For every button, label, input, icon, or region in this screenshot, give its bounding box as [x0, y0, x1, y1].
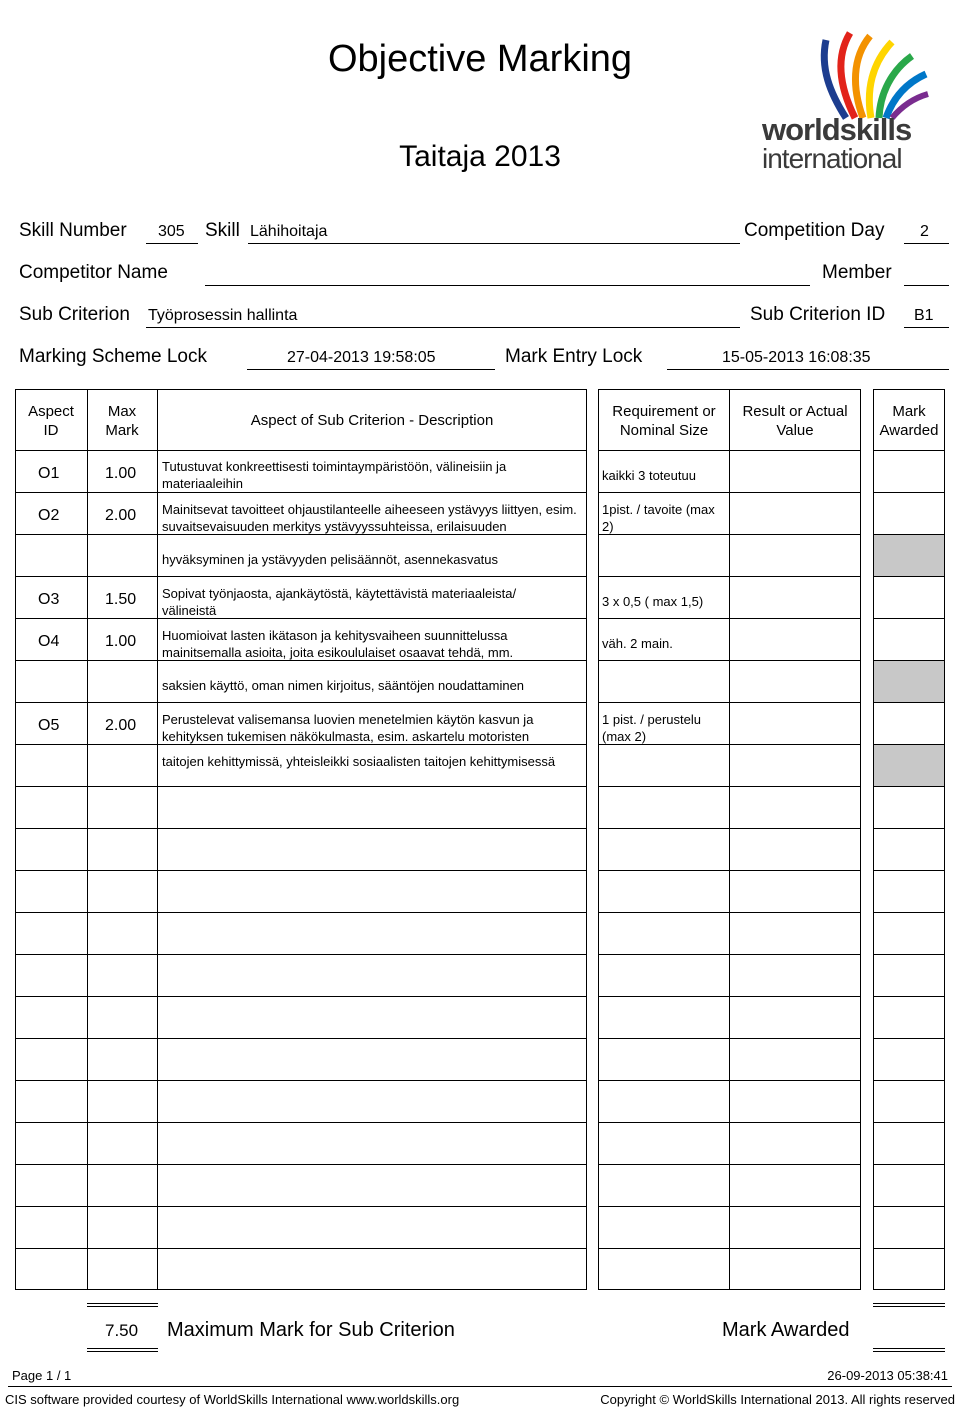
table-row-divider	[157, 1206, 587, 1207]
table-row-divider	[87, 1080, 158, 1081]
skill-label: Skill	[205, 220, 240, 241]
table-row-divider	[87, 1248, 158, 1249]
marking-scheme-lock-label: Marking Scheme Lock	[19, 346, 207, 367]
table-row-divider	[157, 1122, 587, 1123]
table-row-divider	[157, 1248, 587, 1249]
table-row-divider	[729, 702, 861, 703]
table-row-divider	[15, 1122, 88, 1123]
table-row-divider	[729, 1038, 861, 1039]
table-row-divider	[873, 786, 945, 787]
logo-swoosh-icon	[760, 28, 930, 123]
table-row-divider	[15, 786, 88, 787]
mark-entry-lock-label: Mark Entry Lock	[505, 346, 643, 367]
table-row-divider	[598, 954, 730, 955]
page-title: Objective Marking	[327, 38, 633, 80]
table-row-divider	[873, 744, 945, 745]
table-row-divider	[873, 996, 945, 997]
table-row-divider	[15, 1038, 88, 1039]
table-row-divider	[157, 828, 587, 829]
table-row-divider	[598, 492, 730, 493]
table-row-divider	[729, 744, 861, 745]
table-row-divider	[15, 1248, 88, 1249]
table-row-divider	[729, 1248, 861, 1249]
table-row-divider	[873, 1206, 945, 1207]
table-row-divider	[87, 744, 158, 745]
table-row-divider	[15, 954, 88, 955]
header-requirement-text: Requirement or Nominal Size	[612, 403, 716, 439]
table-row-divider	[87, 786, 158, 787]
table-row-divider	[598, 1164, 730, 1165]
table-row-divider	[873, 618, 945, 619]
table-row-divider	[15, 1164, 88, 1165]
aspect-id-cell: O5	[38, 717, 60, 734]
table-row-divider	[15, 660, 88, 661]
table-row-divider	[15, 702, 88, 703]
table-row-divider	[157, 1164, 587, 1165]
table-row-divider	[873, 954, 945, 955]
table-row-divider	[598, 996, 730, 997]
table-row-divider	[873, 492, 945, 493]
table-row-divider	[873, 1038, 945, 1039]
description-cell: taitojen kehittymissä, yhteisleikki sosiaalisten taitojen kehittymisessä	[162, 754, 556, 769]
table-row-divider	[598, 912, 730, 913]
header-mark-awarded-text: Mark Awarded	[879, 403, 939, 439]
sub-criterion-id-value: B1	[914, 307, 934, 324]
table-row-divider	[15, 828, 88, 829]
table-row-divider	[729, 1122, 861, 1123]
table-row-divider	[729, 786, 861, 787]
mark-awarded-disabled-cell	[874, 535, 944, 576]
description-cell: saksien käyttö, oman nimen kirjoitus, sääntöjen noudattaminen	[162, 678, 525, 693]
table-row-divider	[15, 996, 88, 997]
table-row-divider	[157, 912, 587, 913]
table-row-divider	[873, 534, 945, 535]
requirement-cell: 1pist. / tavoite (max 2)	[602, 502, 715, 534]
table-row-divider	[729, 1164, 861, 1165]
max-mark-cell: 2.00	[105, 507, 137, 524]
table-row-divider	[598, 828, 730, 829]
table-row-divider	[873, 660, 945, 661]
sub-criterion-value: Työprosessin hallinta	[148, 307, 298, 324]
marking-scheme-lock-value: 27-04-2013 19:58:05	[287, 349, 436, 366]
table-row-divider	[157, 870, 587, 871]
total-mark-awarded-label: Mark Awarded	[722, 1319, 850, 1341]
table-row-divider	[729, 1080, 861, 1081]
table-row-divider	[87, 828, 158, 829]
table-row-divider	[598, 786, 730, 787]
table-row-divider	[157, 954, 587, 955]
page-subtitle: Taitaja 2013	[399, 140, 561, 173]
skill-number-value: 305	[158, 223, 185, 240]
table-row-divider	[87, 702, 158, 703]
aspect-id-cell: O3	[38, 591, 60, 608]
mark-entry-lock-value: 15-05-2013 16:08:35	[722, 349, 871, 366]
table-row-divider	[87, 660, 158, 661]
table-row-divider	[873, 1122, 945, 1123]
competitor-name-field[interactable]	[205, 285, 810, 286]
header-max-mark-text: Max Mark	[105, 403, 139, 439]
table-row-divider	[87, 1206, 158, 1207]
total-label: Maximum Mark for Sub Criterion	[167, 1319, 455, 1341]
table-row-divider	[598, 618, 730, 619]
table-row-divider	[157, 576, 587, 577]
table-row-divider	[15, 1206, 88, 1207]
table-row-divider	[87, 996, 158, 997]
aspect-id-cell: O2	[38, 507, 60, 524]
table-row-divider	[729, 954, 861, 955]
competition-day-value: 2	[920, 223, 929, 240]
table-row-divider	[15, 492, 88, 493]
worldskills-logo	[760, 28, 950, 178]
table-row-divider	[87, 576, 158, 577]
table-row-divider	[15, 534, 88, 535]
table-row-divider	[15, 1080, 88, 1081]
copyright-text: Copyright © WorldSkills International 2013. All rights reserved	[600, 1392, 955, 1407]
table-row-divider	[15, 912, 88, 913]
table-row-divider	[157, 786, 587, 787]
skill-value: Lähihoitaja	[250, 223, 328, 240]
table-row-divider	[729, 492, 861, 493]
member-label: Member	[822, 262, 892, 283]
table-row-divider	[87, 1164, 158, 1165]
credit-text: CIS software provided courtesy of WorldSkills International www.worldskills.org	[5, 1392, 460, 1407]
table-row-divider	[87, 912, 158, 913]
table-row-divider	[729, 618, 861, 619]
table-row-divider	[598, 1038, 730, 1039]
competitor-name-label: Competitor Name	[19, 262, 168, 283]
table-row-divider	[87, 618, 158, 619]
logo-text-worldskills: worldskills	[762, 112, 912, 147]
table-row-divider	[87, 954, 158, 955]
table-row-divider	[873, 912, 945, 913]
table-row-divider	[157, 1038, 587, 1039]
description-cell: Sopivat työnjaosta, ajankäytöstä, käytettävistä materiaaleista/ välineistä	[162, 586, 517, 618]
description-cell: Mainitsevat tavoitteet ohjaustilanteelle aiheeseen ystävyys liittyen, esim. suvaitsevaisuuden merkitys ystävyyssuhteissa, erilaisuuden	[162, 502, 577, 534]
table-row-divider	[15, 870, 88, 871]
table-row-divider	[15, 618, 88, 619]
max-mark-cell: 2.00	[105, 717, 137, 734]
sub-criterion-id-label: Sub Criterion ID	[750, 304, 886, 325]
max-mark-cell: 1.50	[105, 591, 137, 608]
table-row-divider	[729, 576, 861, 577]
table-row-divider	[598, 702, 730, 703]
description-cell: Tutustuvat konkreettisesti toimintaympäristöön, välineisiin ja materiaaleihin	[162, 459, 507, 491]
logo-text-international: international	[762, 143, 902, 174]
table-row-divider	[729, 912, 861, 913]
table-row-divider	[729, 828, 861, 829]
table-row-divider	[157, 996, 587, 997]
print-timestamp: 26-09-2013 05:38:41	[827, 1368, 948, 1383]
page-number: Page 1 / 1	[12, 1368, 72, 1383]
total-mark-awarded-field[interactable]	[873, 1348, 945, 1349]
requirement-cell: 1 pist. / perustelu (max 2)	[602, 712, 701, 744]
header-aspect-id-text: Aspect ID	[28, 403, 74, 439]
table-row-divider	[157, 1080, 587, 1081]
table-row-divider	[87, 492, 158, 493]
member-field[interactable]	[904, 285, 949, 286]
table-row-divider	[873, 828, 945, 829]
table-row-divider	[873, 702, 945, 703]
table-row-divider	[729, 1206, 861, 1207]
table-row-divider	[729, 534, 861, 535]
table-row-divider	[873, 1080, 945, 1081]
competition-day-label: Competition Day	[744, 220, 885, 241]
max-mark-cell: 1.00	[105, 633, 137, 650]
header-description-text: Aspect of Sub Criterion - Description	[250, 412, 494, 429]
table-row-divider	[598, 870, 730, 871]
table-row-divider	[598, 1122, 730, 1123]
table-row-divider	[598, 576, 730, 577]
sub-criterion-label: Sub Criterion	[19, 304, 130, 325]
table-row-divider	[729, 660, 861, 661]
description-cell: hyväksyminen ja ystävyyden pelisäännöt, asennekasvatus	[162, 552, 499, 567]
max-mark-cell: 1.00	[105, 465, 137, 482]
table-row-divider	[873, 1164, 945, 1165]
table-row-divider	[157, 702, 587, 703]
table-row-divider	[157, 492, 587, 493]
requirement-cell: kaikki 3 toteutuu	[602, 468, 696, 483]
table-row-divider	[598, 660, 730, 661]
table-row-divider	[598, 1080, 730, 1081]
table-row-divider	[87, 870, 158, 871]
table-row-divider	[873, 576, 945, 577]
table-row-divider	[15, 744, 88, 745]
table-row-divider	[873, 870, 945, 871]
table-row-divider	[729, 870, 861, 871]
mark-awarded-disabled-cell	[874, 745, 944, 786]
aspect-id-cell: O4	[38, 633, 60, 650]
requirement-cell: väh. 2 main.	[602, 636, 673, 651]
aspect-id-cell: O1	[38, 465, 60, 482]
table-row-divider	[873, 1248, 945, 1249]
skill-number-label: Skill Number	[19, 220, 127, 241]
description-cell: Huomioivat lasten ikätason ja kehitysvaiheen suunnittelussa mainitsemalla asioita, joita esikoululaiset osaavat tehdä, mm.	[162, 628, 514, 660]
table-row-divider	[598, 1248, 730, 1249]
table-row-divider	[598, 1206, 730, 1207]
table-row-divider	[87, 534, 158, 535]
table-row-divider	[87, 1038, 158, 1039]
table-row-divider	[87, 1122, 158, 1123]
mark-awarded-disabled-cell	[874, 661, 944, 702]
requirement-cell: 3 x 0,5 ( max 1,5)	[602, 594, 704, 609]
description-cell: Perustelevat valisemansa luovien menetelmien käytön kasvun ja kehityksen tukemisen näkökulmasta, esim. askartelu motoristen	[162, 712, 534, 744]
header-result-text: Result or Actual Value	[742, 403, 848, 439]
table-row-divider	[15, 576, 88, 577]
total-max-mark: 7.50	[105, 1321, 139, 1340]
table-row-divider	[729, 996, 861, 997]
